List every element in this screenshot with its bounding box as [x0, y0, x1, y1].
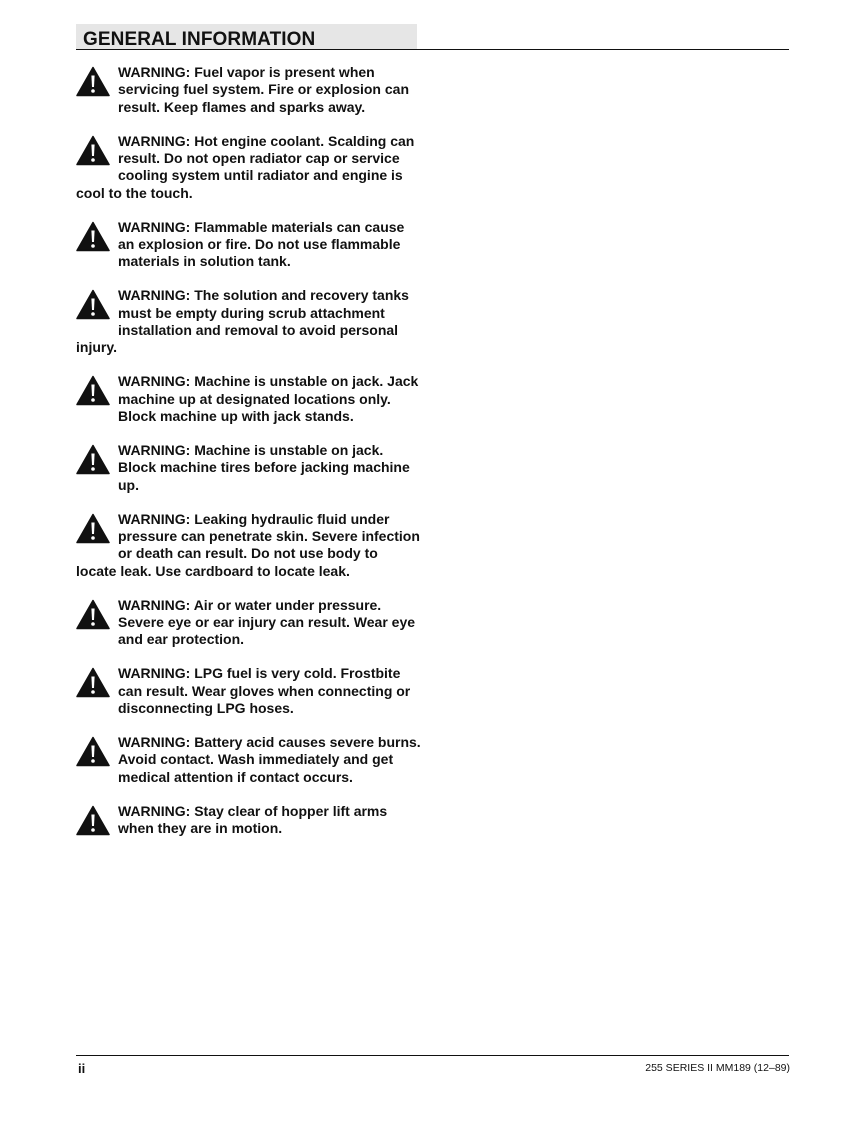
- warning-text: WARNING: Air or water under pressure. Severe eye or ear injury can result. Wear eye and ear protection.: [118, 596, 416, 648]
- warning-text: WARNING: Flammable materials can cause an explosion or fire. Do not use flammable materials in solution tank.: [118, 218, 405, 270]
- warning-triangle-icon: [76, 513, 112, 548]
- document-reference: 255 SERIES II MM189 (12–89): [645, 1062, 790, 1074]
- footer-rule: [76, 1055, 789, 1056]
- warning-triangle-icon: [76, 135, 112, 170]
- warning-item: [76, 133, 421, 202]
- warning-text: WARNING: Leaking hydraulic fluid under pressure can penetrate skin. Severe infection or death can result. Do not use body to locate leak. Use cardboard to locate leak.: [76, 510, 420, 579]
- warning-text: WARNING: Fuel vapor is present when servicing fuel system. Fire or explosion can result. Keep flames and sparks away.: [118, 64, 409, 115]
- warning-text: WARNING: Stay clear of hopper lift arms when they are in motion.: [118, 802, 388, 837]
- warning-text: WARNING: Battery acid causes severe burns. Avoid contact. Wash immediately and get medical attention if contact occurs.: [118, 734, 421, 785]
- warning-text: WARNING: LPG fuel is very cold. Frostbite can result. Wear gloves when connecting or disconnecting LPG hoses.: [118, 665, 411, 716]
- warning-triangle-icon: [76, 289, 112, 324]
- warning-triangle-icon: [76, 736, 112, 771]
- warning-item: [76, 442, 421, 494]
- warning-item: [76, 734, 421, 786]
- warning-text: WARNING: Hot engine coolant. Scalding can result. Do not open radiator cap or service cooling system until radiator and engine is cool to the touch.: [76, 132, 415, 201]
- page-number: ii: [78, 1061, 86, 1076]
- warning-item: [76, 64, 421, 116]
- warning-triangle-icon: [76, 667, 112, 702]
- warning-triangle-icon: [76, 66, 112, 101]
- warning-item: [76, 597, 421, 649]
- warnings-list: [76, 64, 421, 854]
- warning-text: WARNING: Machine is unstable on jack. Block machine tires before jacking machine up.: [118, 442, 410, 493]
- warning-triangle-icon: [76, 805, 112, 840]
- warning-item: [76, 373, 421, 425]
- warning-text: WARNING: Machine is unstable on jack. Jack machine up at designated locations only. Block machine up with jack stands.: [118, 373, 419, 424]
- header-rule: [76, 49, 789, 50]
- warning-triangle-icon: [76, 221, 112, 256]
- warning-triangle-icon: [76, 444, 112, 479]
- warning-item: [76, 511, 421, 580]
- warning-text: WARNING: The solution and recovery tanks must be empty during scrub attachment installation and removal to avoid personal injury.: [76, 287, 409, 356]
- section-title: GENERAL INFORMATION: [83, 29, 316, 50]
- warning-triangle-icon: [76, 375, 112, 410]
- warning-item: [76, 665, 421, 717]
- warning-item: [76, 803, 421, 838]
- warning-item: [76, 287, 421, 356]
- warning-triangle-icon: [76, 599, 112, 634]
- warning-item: [76, 219, 421, 271]
